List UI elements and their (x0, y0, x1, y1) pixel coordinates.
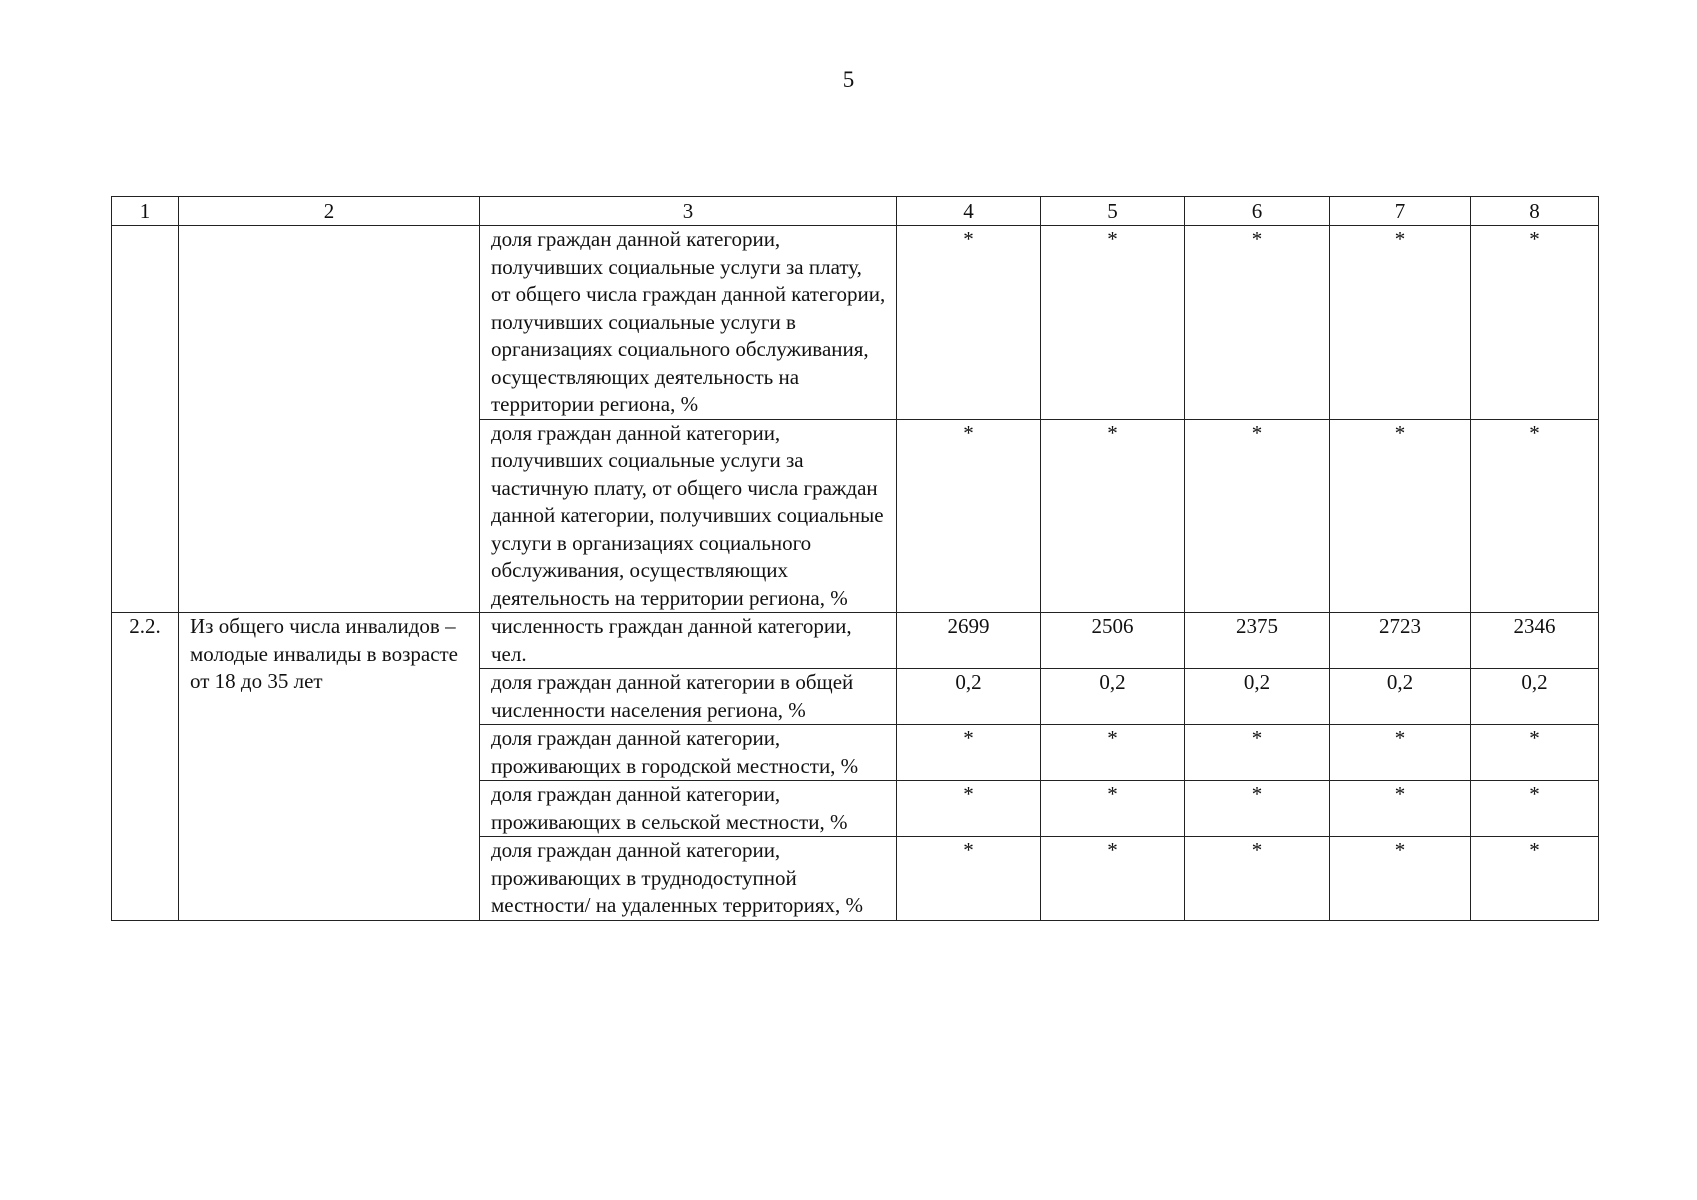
value-cell: * (897, 226, 1041, 420)
value-cell: 2375 (1185, 613, 1330, 669)
value-cell: * (1185, 725, 1330, 781)
value-cell: 0,2 (897, 669, 1041, 725)
row-number-cell-empty (112, 226, 179, 613)
category-cell: Из общего числа инвалидов – молодые инвалиды в возрасте от 18 до 35 лет (179, 613, 480, 921)
value-cell: * (1041, 725, 1185, 781)
value-cell: * (1471, 226, 1599, 420)
value-cell: 2699 (897, 613, 1041, 669)
row-number-cell: 2.2. (112, 613, 179, 921)
indicator-cell: доля граждан данной категории, получивших социальные услуги за частичную плату, от общего числа граждан данной категории, получивших социальные услуги в организациях социального обслуживания, осуществляющих деятельность на территории региона, % (480, 419, 897, 613)
value-cell: * (1330, 419, 1471, 613)
value-cell: * (1185, 419, 1330, 613)
value-cell: * (1185, 837, 1330, 921)
indicators-table (111, 196, 1599, 921)
value-cell: 0,2 (1330, 669, 1471, 725)
value-cell: * (1185, 226, 1330, 420)
indicator-cell: доля граждан данной категории, получивших социальные услуги за плату, от общего числа граждан данной категории, получивших социальные услуги в организациях социального обслуживания, осуществляющих деятельность на территории региона, % (480, 226, 897, 420)
table-row (112, 226, 1599, 420)
value-cell: * (1471, 837, 1599, 921)
value-cell: * (1330, 837, 1471, 921)
value-cell: 2346 (1471, 613, 1599, 669)
page-number: 5 (842, 67, 855, 92)
value-cell: 2723 (1330, 613, 1471, 669)
value-cell: * (1471, 725, 1599, 781)
value-cell: * (1471, 781, 1599, 837)
column-header-5: 5 (1041, 197, 1185, 226)
column-header-3: 3 (480, 197, 897, 226)
value-cell: * (1041, 837, 1185, 921)
value-cell: * (1330, 725, 1471, 781)
column-header-6: 6 (1185, 197, 1330, 226)
value-cell: * (1471, 419, 1599, 613)
column-header-1: 1 (112, 197, 179, 226)
column-header-8: 8 (1471, 197, 1599, 226)
column-header-4: 4 (897, 197, 1041, 226)
value-cell: * (897, 725, 1041, 781)
value-cell: * (897, 419, 1041, 613)
category-cell-empty (179, 226, 480, 613)
value-cell: 0,2 (1041, 669, 1185, 725)
value-cell: * (1041, 781, 1185, 837)
value-cell: * (897, 837, 1041, 921)
indicator-cell: доля граждан данной категории, проживающих в сельской местности, % (480, 781, 897, 837)
value-cell: * (1041, 226, 1185, 420)
value-cell: 0,2 (1185, 669, 1330, 725)
value-cell: * (897, 781, 1041, 837)
value-cell: * (1330, 781, 1471, 837)
indicator-cell: доля граждан данной категории, проживающих в труднодоступной местности/ на удаленных территориях, % (480, 837, 897, 921)
column-header-2: 2 (179, 197, 480, 226)
indicator-cell: доля граждан данной категории, проживающих в городской местности, % (480, 725, 897, 781)
value-cell: 2506 (1041, 613, 1185, 669)
header-row (112, 197, 1599, 226)
value-cell: * (1041, 419, 1185, 613)
column-header-7: 7 (1330, 197, 1471, 226)
table-row (112, 613, 1599, 669)
indicator-cell: доля граждан данной категории в общей численности населения региона, % (480, 669, 897, 725)
value-cell: 0,2 (1471, 669, 1599, 725)
value-cell: * (1330, 226, 1471, 420)
indicator-cell: численность граждан данной категории, чел. (480, 613, 897, 669)
value-cell: * (1185, 781, 1330, 837)
